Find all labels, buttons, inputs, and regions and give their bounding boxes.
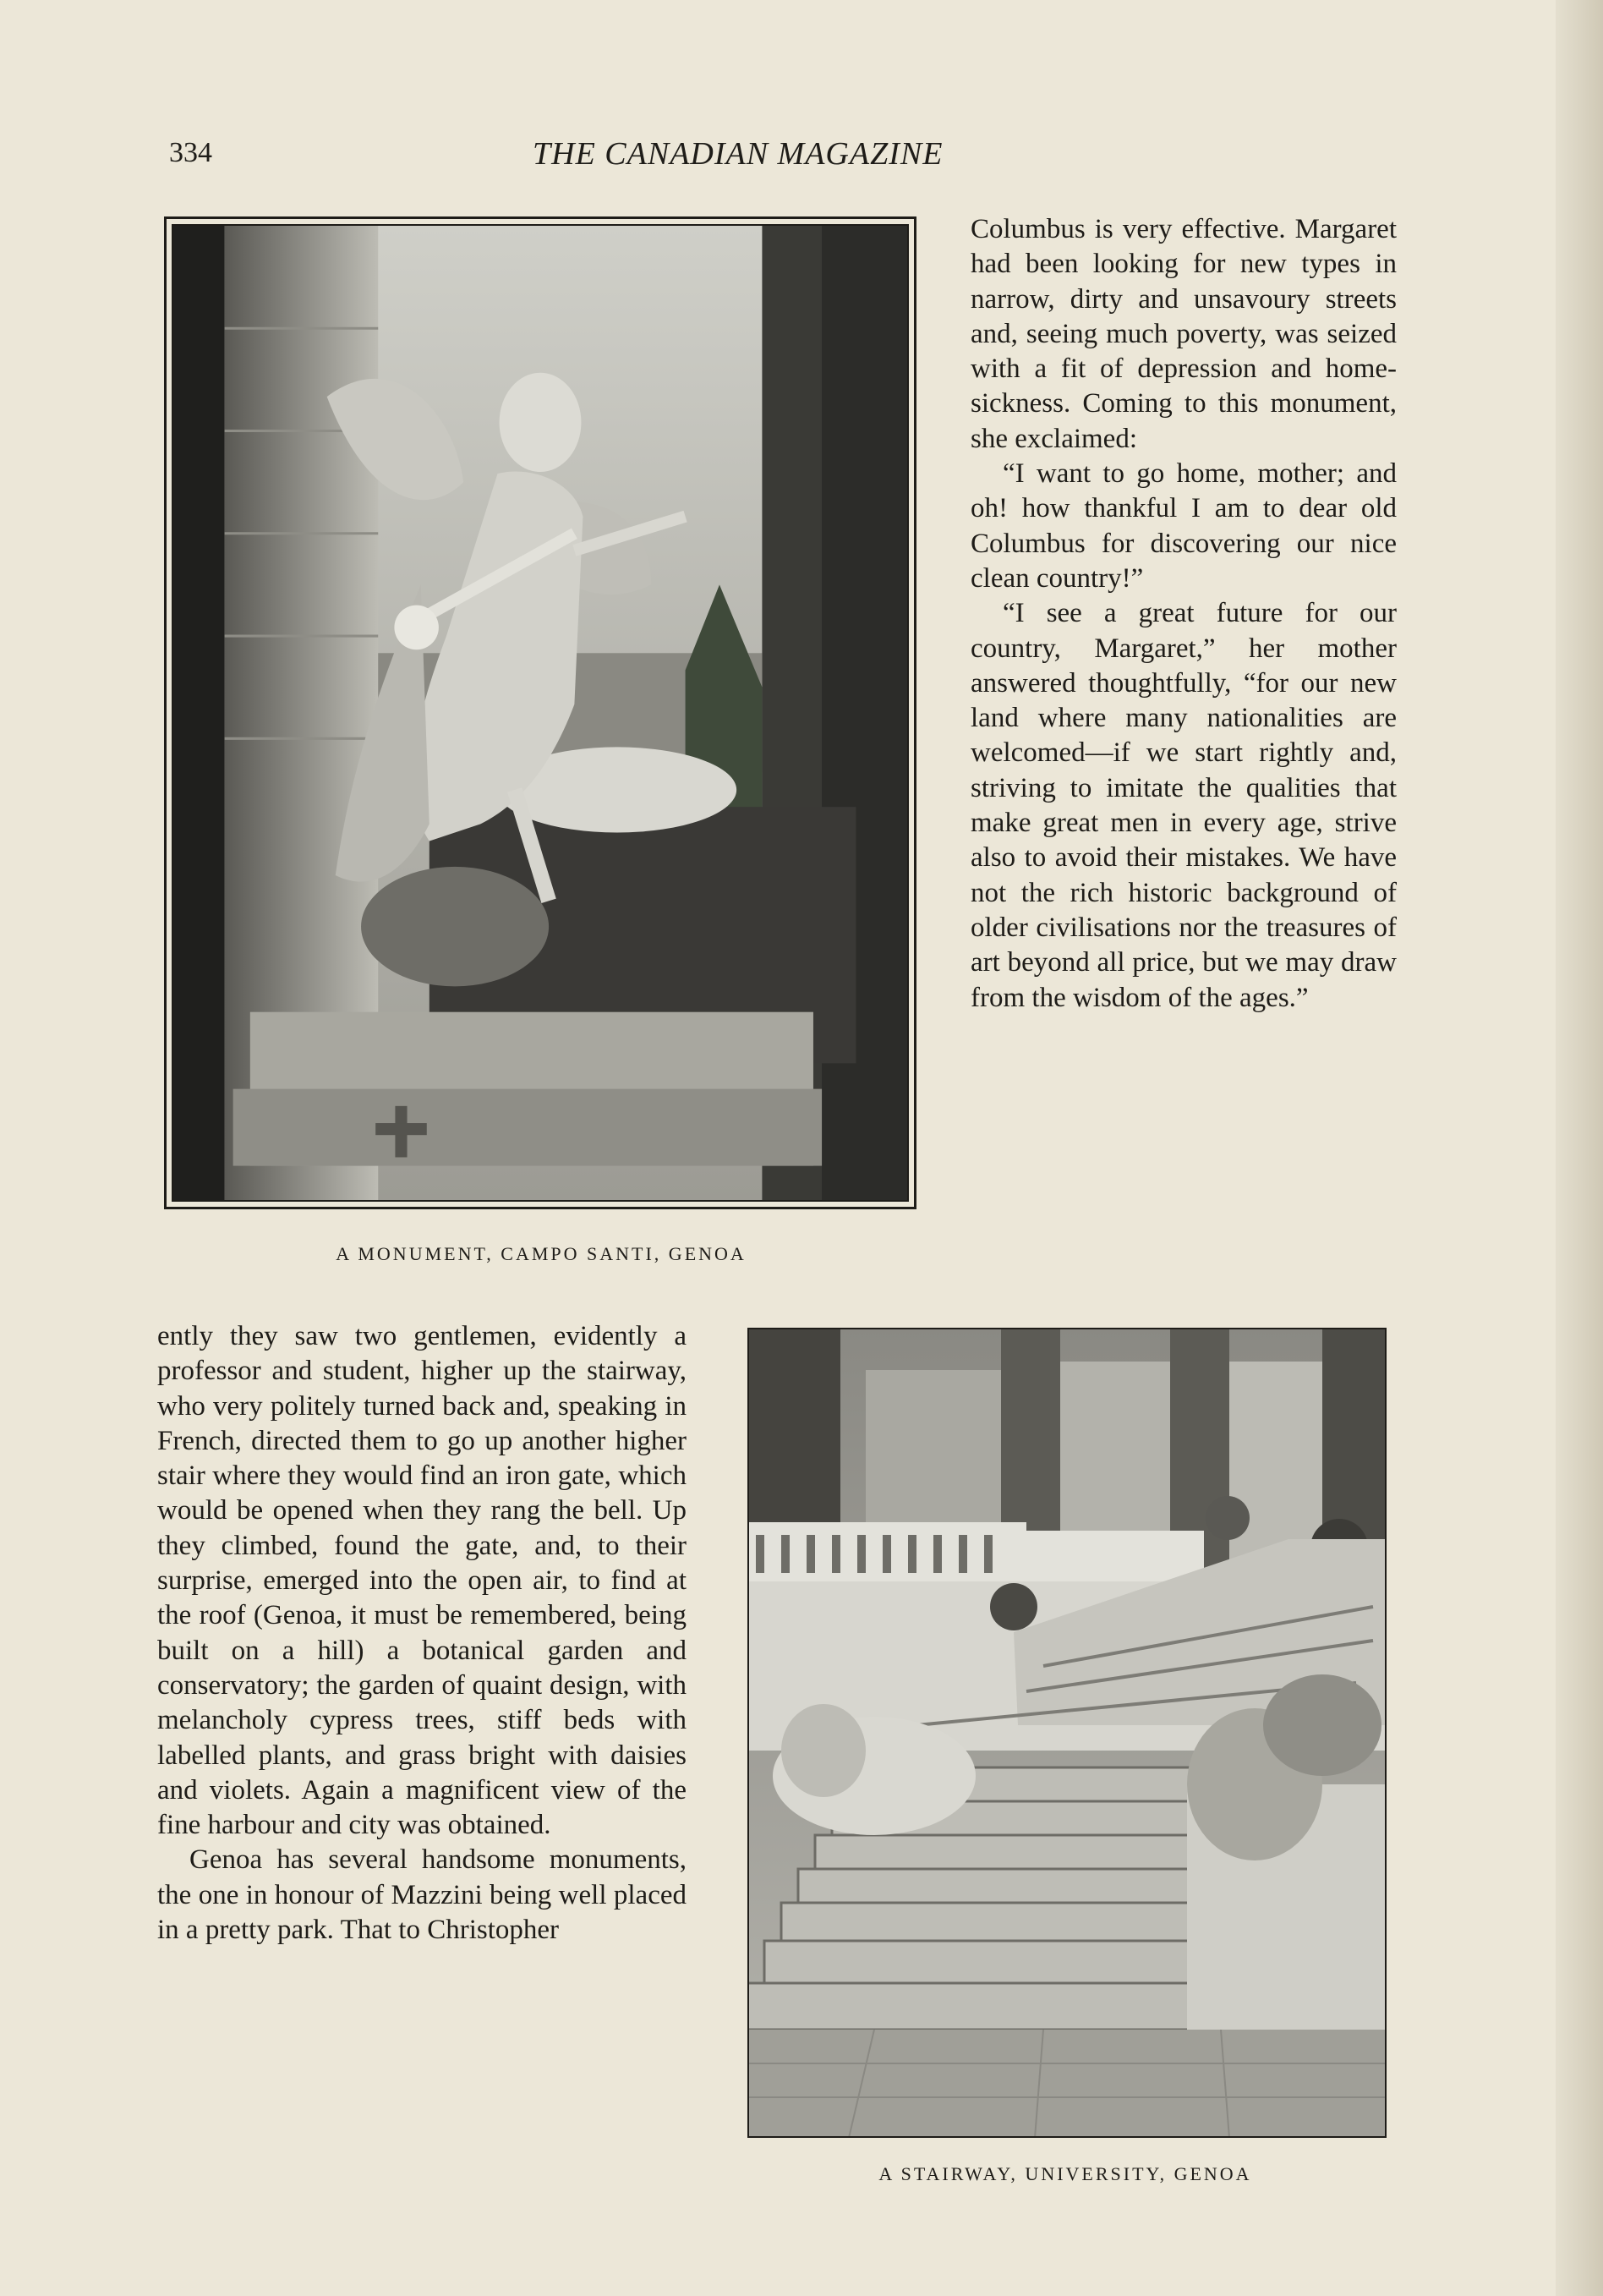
paragraph: Columbus is very effective. Margaret had been looking for new types in narrow, dirty and unsavoury streets and, seeing much poverty, was seized with a fit of depression and home-sickness. Coming to this monument, she exclaimed: xyxy=(971,214,1397,454)
monument-photo-frame xyxy=(164,216,916,1209)
stairway-photo-caption: A STAIRWAY, UNIVERSITY, GENOA xyxy=(878,2163,1252,2184)
angel-statue-illustration xyxy=(173,226,907,1200)
paragraph: Genoa has several handsome monuments, the one in honour of Mazzini being well placed in a pretty park. That to Christopher xyxy=(157,1844,687,1946)
paragraph: “I want to go home, mother; and oh! how thankful I am to dear old Columbus for discovering our nice clean country!” xyxy=(971,458,1397,594)
paragraph: “I see a great future for our country, Margaret,” her mother answered thoughtfully, “for our new land where many nationalities are welcomed—if we start rightly and, striving to imitate the qualities that make great men in every age, strive also to avoid their mistakes. We have not the rich historic background of older civilisations nor the treasures of art beyond all price, but we may draw from the wisdom of the ages.” xyxy=(971,598,1397,1013)
paragraph: ently they saw two gentlemen, evidently a professor and student, higher up the stairway, who very politely turned back and, speaking in French, directed them to go up another higher stair where they would find an iron gate, which would be opened when they rang the bell. Up they climbed, found the gate, and, to their surprise, emerged into the open air, to find at the roof (Genoa, it must be remembered, being built on a hill) a botanical garden and conservatory; the garden of quaint design, with melancholy cypress trees, stiff beds with labelled plants, and grass bright with daisies and violets. Again a magnificent view of the fine harbour and city was obtained. xyxy=(157,1321,687,1841)
monument-photo xyxy=(173,226,907,1200)
monument-photo-caption: A MONUMENT, CAMPO SANTI, GENOA xyxy=(336,1243,747,1264)
page-number: 334 xyxy=(169,137,212,168)
running-title: THE CANADIAN MAGAZINE xyxy=(533,136,944,172)
stairway-photo xyxy=(747,1328,1387,2138)
stairway-lions-illustration xyxy=(747,1328,1387,2138)
left-text-column xyxy=(157,1319,687,1948)
right-text-column xyxy=(971,212,1397,1016)
page-gutter xyxy=(1556,0,1603,2296)
